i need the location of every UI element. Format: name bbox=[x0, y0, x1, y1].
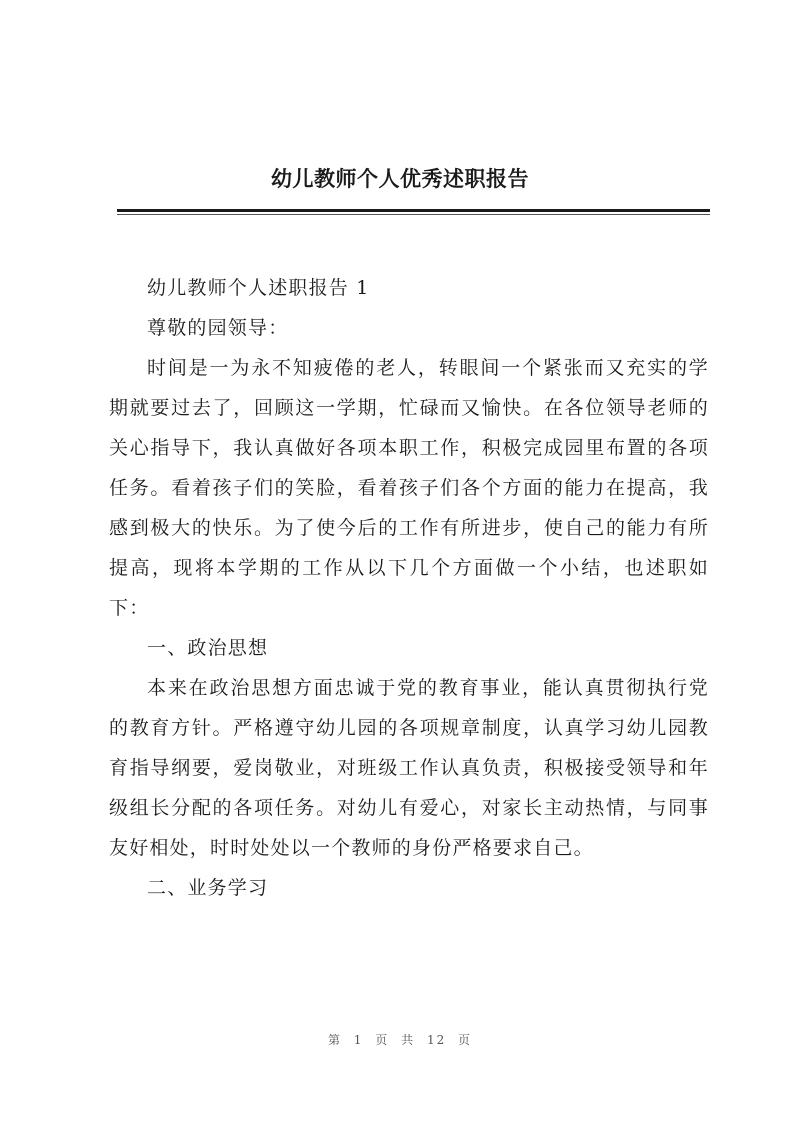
section-heading-politics: 一、政治思想 bbox=[147, 637, 269, 659]
page-label: 第 bbox=[327, 1033, 342, 1047]
document-title: 幼儿教师个人优秀述职报告 bbox=[271, 166, 529, 191]
title-divider-thin bbox=[117, 214, 710, 215]
salutation: 尊敬的园领导： bbox=[147, 317, 289, 339]
paragraph-politics: 本来在政治思想方面忠诚于党的教育事业，能认真贯彻执行党的教育方针。严格遵守幼儿园的各项规章制度，认真学习幼儿园教育指导纲要，爱岗敬业，对班级工作认真负责，积极接受领导和年级组长分配的各项任务。对幼儿有爱心，对家长主动热情，与同事友好相处，时时处处以一个教师的身份严格要求自己。 bbox=[109, 677, 709, 859]
page-footer bbox=[0, 1031, 800, 1048]
total-label: 共 bbox=[401, 1033, 416, 1047]
report-heading: 幼儿教师个人述职报告 1 bbox=[147, 277, 370, 299]
page-number: 1 bbox=[353, 1033, 364, 1047]
section-heading-study: 二、业务学习 bbox=[147, 877, 269, 899]
title-divider bbox=[117, 209, 710, 212]
total-pages: 12 bbox=[426, 1033, 447, 1047]
total-unit: 页 bbox=[458, 1033, 473, 1047]
page-unit: 页 bbox=[375, 1033, 390, 1047]
paragraph-intro: 时间是一为永不知疲倦的老人，转眼间一个紧张而又充实的学期就要过去了，回顾这一学期，忙碌而又愉快。在各位领导老师的关心指导下，我认真做好各项本职工作，积极完成园里布置的各项任务。看着孩子们的笑脸，看着孩子们各个方面的能力在提高，我感到极大的快乐。为了使今后的工作有所进步，使自己的能力有所提高，现将本学期的工作从以下几个方面做一个小结，也述职如下： bbox=[109, 357, 709, 619]
document-body bbox=[109, 268, 709, 908]
